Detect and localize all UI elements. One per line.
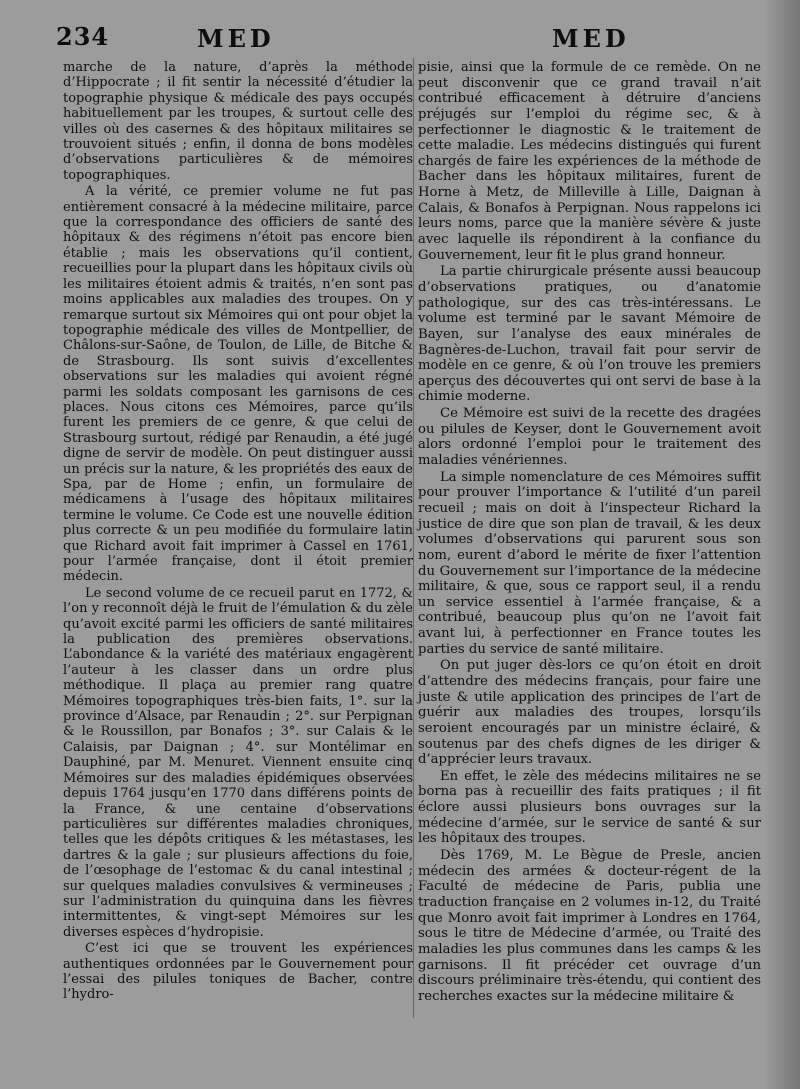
running-head-left: MED: [197, 24, 275, 53]
page-header: [0, 22, 800, 56]
running-head-right: MED: [552, 24, 630, 53]
paragraph: La partie chirurgicale présente aussi beaucoup d’observations pratiques, ou d’anatomie pathologique, sur des cas très-intéressans. Le volume est terminé par le savant Mémoire de Bayen, sur l’analyse des eaux minérales de Bagnères-de-Luchon, travail fait pour servir de modèle en ce genre, & où l’on trouve les premiers aperçus des découvertes qui ont servi de base à la chimie moderne.: [418, 264, 761, 405]
column-divider: [413, 58, 414, 1018]
right-column: [418, 60, 761, 1004]
paragraph: Ce Mémoire est suivi de la recette des dragées ou pilules de Keyser, dont le Gouvernement avoit alors ordonné l’emploi pour le traitement des maladies vénériennes.: [418, 406, 761, 469]
paragraph: Dès 1769, M. Le Bègue de Presle, ancien médecin des armées & docteur-régent de la Faculté de médecine de Paris, publia une traduction française en 2 volumes in-12, du Traité que Monro avoit fait imprimer à Londres en 1764, sous le titre de Médecine d’armée, ou Traité des maladies les plus communes dans les camps & les garnisons. Il fit précéder cet ouvrage d’un discours préliminaire très-étendu, qui contient des recherches exactes sur la médecine militaire &: [418, 848, 761, 1004]
paragraph: On put juger dès-lors ce qu’on étoit en droit d’attendre des médecins français, pour faire une juste & utile application des principes de l’art de guérir aux maladies des troupes, lorsqu’ils seroient encouragés par un ministre éclairé, & soutenus par des chefs dignes de les diriger & d’apprécier leurs travaux.: [418, 658, 761, 768]
left-column: [63, 60, 413, 1003]
page-edge-shadow: [764, 0, 800, 1089]
paragraph: C’est ici que se trouvent les expériences authentiques ordonnées par le Gouvernement pour l’essai des pilules toniques de Bacher, contre l’hydro-: [63, 941, 413, 1003]
paragraph: pisie, ainsi que la formule de ce remède. On ne peut disconvenir que ce grand travail n’ait contribué efficacement à détruire d’anciens préjugés sur l’emploi du régime sec, & à perfectionner le diagnostic & le traitement de cette maladie. Les médecins distingués qui furent chargés de faire les expériences de la méthode de Bacher dans les hôpitaux militaires, furent de Horne à Metz, de Milleville à Lille, Daignan à Calais, & Bonafos à Perpignan. Nous rappelons ici leurs noms, parce que la manière sévère & juste avec laquelle ils répondirent à la confiance du Gouvernement, leur fit le plus grand honneur.: [418, 60, 761, 263]
paragraph: La simple nomenclature de ces Mémoires suffit pour prouver l’importance & l’utilité d’un pareil recueil ; mais on doit à l’inspecteur Richard la justice de dire que son plan de travail, & les deux volumes d’observations qui parurent sous son nom, eurent d’abord le mérite de fixer l’attention du Gouvernement sur l’importance de la médecine militaire, & que, sous ce rapport seul, il a rendu un service essentiel à l’armée française, & a contribué, beaucoup plus qu’on ne l’avoit fait avant lui, à perfectionner en France toutes les parties du service de santé militaire.: [418, 469, 761, 657]
paragraph: marche de la nature, d’après la méthode d’Hippocrate ; il fit sentir la nécessité d’étudier la topographie physique & médicale des pays occupés habituellement par les troupes, & surtout celle des villes où des casernes & des hôpitaux militaires se trouvoient situés ; enfin, il donna de bons modèles d’observations particulières & de mémoires topographiques.: [63, 60, 413, 183]
paragraph: En effet, le zèle des médecins militaires ne se borna pas à recueillir des faits pratiques ; il fit éclore aussi plusieurs bons ouvrages sur la médecine d’armée, sur le service de santé & sur les hôpitaux des troupes.: [418, 768, 761, 847]
page-number: 234: [56, 22, 110, 51]
paragraph: A la vérité, ce premier volume ne fut pas entièrement consacré à la médecine militaire, parce que la correspondance des officiers de santé des hôpitaux & des régimens n’étoit pas encore bien établie ; mais les observations qu’il contient, recueillies pour la plupart dans les hôpitaux civils où les militaires étoient admis & traités, n’en sont pas moins applicables aux maladies des troupes. On y remarque surtout six Mémoires qui ont pour objet la topographie médicale des villes de Montpellier, de Châlons-sur-Saône, de Toulon, de Lille, de Bitche & de Strasbourg. Ils sont suivis d’excellentes observations sur les maladies qui avoient régné parmi les soldats composant les garnisons de ces places. Nous citons ces Mémoires, parce qu’ils furent les premiers de ce genre, & que celui de Strasbourg surtout, rédigé par Renaudin, a été jugé digne de servir de modèle. On peut distinguer aussi un précis sur la nature, & les propriétés des eaux de Spa, par de Home ; enfin, un formulaire de médicamens à l’usage des hôpitaux militaires termine le volume. Ce Code est une nouvelle édition plus correcte & un peu modifiée du formulaire latin que Richard avoit fait imprimer à Cassel en 1761, pour l’armée française, dont il étoit premier médecin.: [63, 184, 413, 585]
paragraph: Le second volume de ce recueil parut en 1772, & l’on y reconnoît déjà le fruit de l’émulation & du zèle qu’avoit excité parmi les officiers de santé militaires la publication des premières observations. L’abondance & la variété des matériaux engagèrent l’auteur à les classer dans un ordre plus méthodique. Il plaça au premier rang quatre Mémoires topographiques très-bien faits, 1°. sur la province d’Alsace, par Renaudin ; 2°. sur Perpignan & le Roussillon, par Bonafos ; 3°. sur Calais & le Calaisis, par Daignan ; 4°. sur Montélimar en Dauphiné, par M. Menuret. Viennent ensuite cinq Mémoires sur des maladies épidémiques observées depuis 1764 jusqu’en 1770 dans différens points de la France, & une centaine d’observations particulières sur différentes maladies chroniques, telles que les dépôts critiques & les métastases, les dartres & la gale ; sur plusieurs affections du foie, de l’œsophage de l’estomac & du canal intestinal ; sur quelques maladies convulsives & vermineuses ; sur l’administration du quinquina dans les fièvres intermittentes, & vingt-sept Mémoires sur les diverses espèces d’hydropisie.: [63, 585, 413, 940]
